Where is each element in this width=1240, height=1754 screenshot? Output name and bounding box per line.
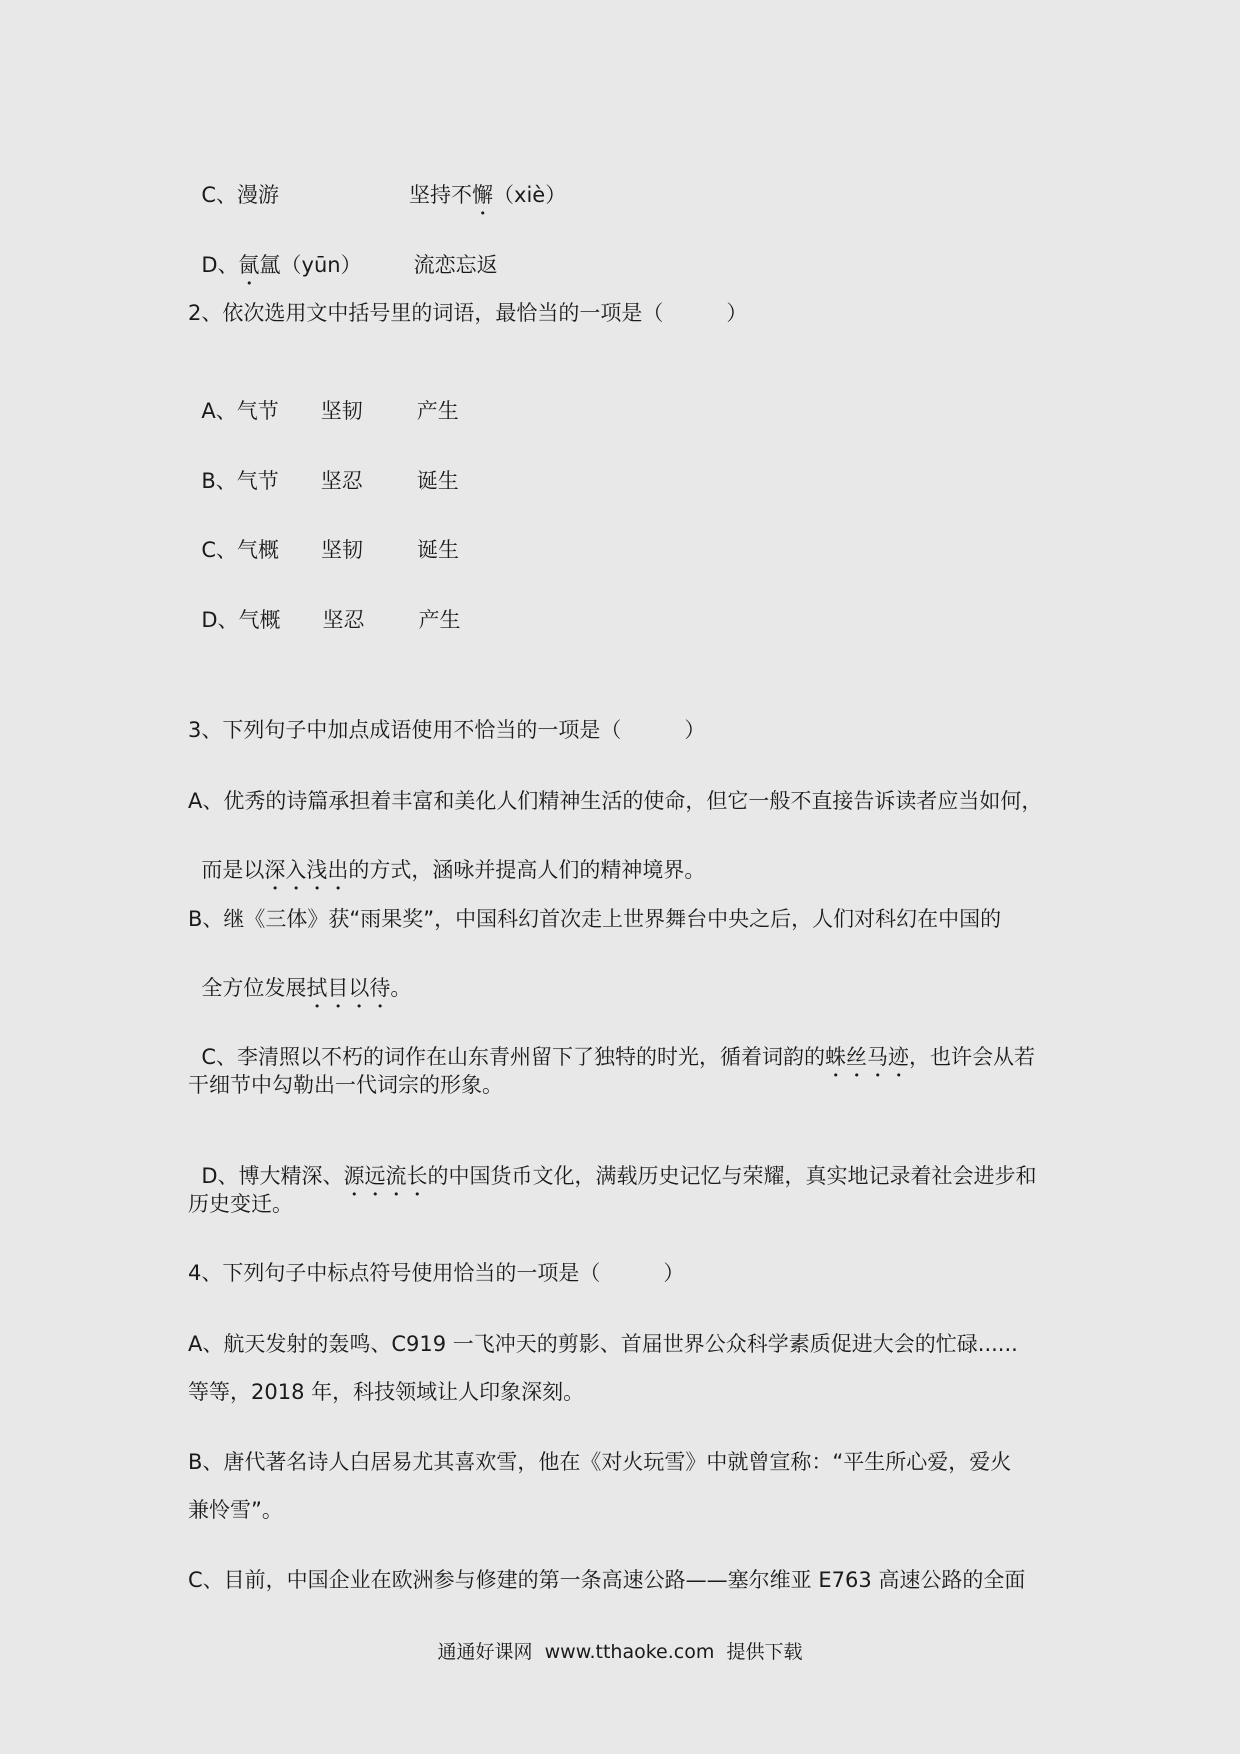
q3-a-text: 而是以 [201,858,265,882]
q1-option-d-dotted: 氤 [238,253,260,277]
q2-option-word: 气概 [238,608,281,632]
q2-option-letter: C、 [201,538,238,562]
page-footer: 通通好课网 www.tthaoke.com 提供下载 [437,1641,803,1663]
q2-option-word: 气概 [237,538,280,562]
q1-option-d-post: 氲（yūn） [259,253,362,277]
q3-option-b-line1: B、继《三体》获“雨果奖”，中国科幻首次走上世界舞台中央之后，人们对科幻在中国的 [188,907,1002,931]
q1-option-d-word: 流恋忘返 [413,253,498,277]
q2-option-word: 诞生 [417,538,460,562]
q1-option-d [188,223,498,290]
q2-option-word: 气节 [236,469,279,493]
q4-option-c-line1: C、目前，中国企业在欧洲参与修建的第一条高速公路——塞尔维亚 E763 高速公路的全面 [188,1568,1026,1592]
q2-option-a [188,369,459,425]
q2-option-b [188,439,459,495]
q4-option-b-line2: 兼怜雪”。 [188,1498,283,1522]
q2-stem: 2、依次选用文中括号里的词语，最恰当的一项是（ ） [188,301,748,325]
q3-d-dotted-idiom: 源远流长 [343,1164,428,1188]
q3-option-d-line1 [188,1134,1037,1201]
q4-stem: 4、下列句子中标点符号使用恰当的一项是（ ） [188,1261,685,1285]
q2-option-word: 产生 [416,399,459,423]
q2-option-word: 坚忍 [322,608,365,632]
q3-c-text: ，也许会从若 [909,1045,1036,1069]
q2-option-c [188,508,459,564]
q3-stem: 3、下列句子中加点成语使用不恰当的一项是（ ） [188,718,706,742]
q3-a-dotted-idiom: 深入浅出 [264,858,349,882]
q2-option-word: 气节 [236,399,279,423]
q3-d-text: 的中国货币文化，满载历史记忆与荣耀，真实地记录着社会进步和 [427,1164,1037,1188]
q3-a-text: 的方式，涵咏并提高人们的精神境界。 [348,858,706,882]
q4-option-a-line2: 等等，2018 年，科技领域让人印象深刻。 [188,1380,585,1404]
q1-option-c-dotted: 懈 [472,183,494,207]
q3-option-b-line2 [188,946,411,1013]
q1-option-c-label: C、漫游 [201,183,280,207]
q2-option-word: 坚韧 [321,538,364,562]
q3-b-text: 全方位发展 [201,976,307,1000]
q2-option-word: 坚韧 [320,399,363,423]
q3-c-text: C、李清照以不朽的词作在山东青州留下了独特的时光，循着词韵的 [201,1045,826,1069]
q2-option-d [188,578,461,634]
q3-option-c-line2: 干细节中勾勒出一代词宗的形象。 [188,1073,503,1097]
q3-option-a-line2 [188,828,705,895]
q1-option-c [188,153,566,220]
q2-option-letter: D、 [201,608,239,632]
q1-option-c-pre: 坚持不 [409,183,473,207]
q2-option-word: 产生 [418,608,461,632]
q3-option-d-line2: 历史变迁。 [188,1192,293,1216]
q3-option-a-line1: A、优秀的诗篇承担着丰富和美化人们精神生活的使命，但它一般不直接告诉读者应当如何， [188,789,1043,813]
q2-option-word: 坚忍 [320,469,363,493]
q2-option-letter: B、 [201,469,237,493]
q1-option-c-post: （xiè） [493,183,567,207]
q2-option-letter: A、 [201,399,237,423]
q2-option-word: 诞生 [416,469,459,493]
q4-option-a-line1: A、航天发射的轰鸣、C919 一飞冲天的剪影、首届世界公众科学素质促进大会的忙碌...... [188,1332,1018,1356]
q1-option-d-label: D、 [201,253,239,277]
q3-d-text: D、博大精深、 [201,1164,344,1188]
q3-c-dotted-idiom: 蛛丝马迹 [825,1045,910,1069]
q3-b-dotted-idiom: 拭目以待 [306,976,391,1000]
q3-b-text: 。 [390,976,412,1000]
q4-option-b-line1: B、唐代著名诗人白居易尤其喜欢雪，他在《对火玩雪》中就曾宣称：“平生所心爱，爱火 [188,1450,1012,1474]
